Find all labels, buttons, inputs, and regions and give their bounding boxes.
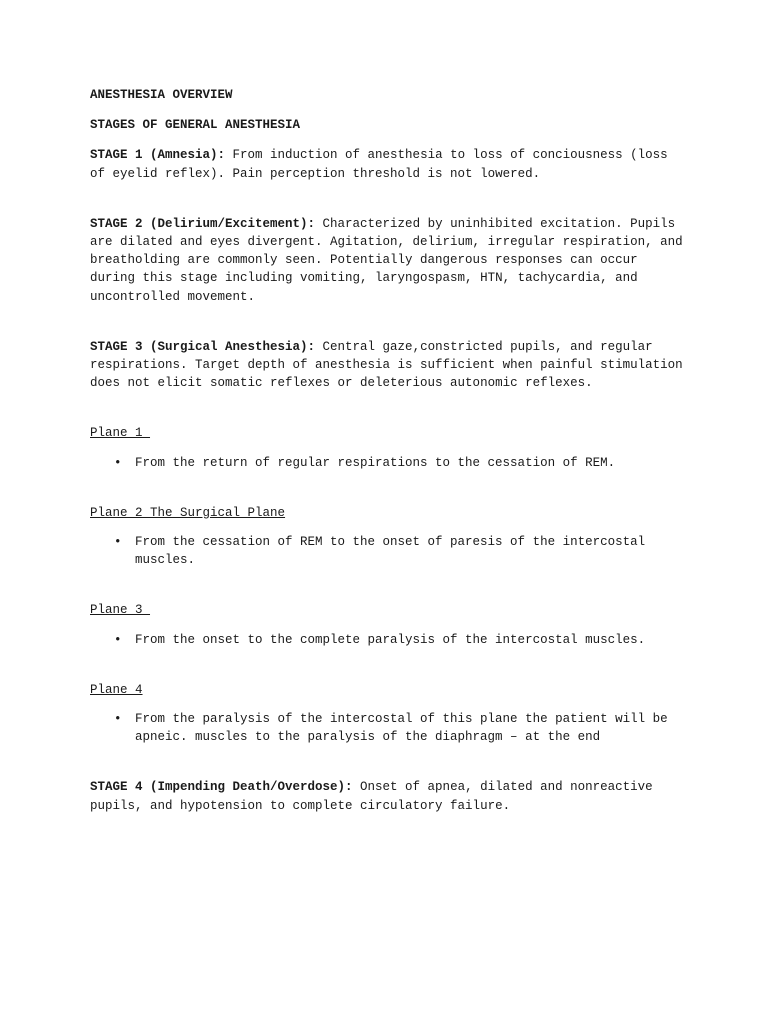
plane-4-heading: Plane 4 — [90, 682, 143, 697]
list-item — [114, 454, 670, 472]
section-title: STAGES OF GENERAL ANESTHESIA — [90, 118, 301, 133]
list-item — [114, 710, 670, 746]
list-item — [114, 533, 670, 569]
plane-2-list — [90, 533, 690, 569]
stage-4-text: Onset of apnea, dilated and nonreactive pupils, and hypotension to complete circulatory failure. — [90, 780, 653, 813]
plane-2-heading: Plane 2 The Surgical Plane — [90, 505, 286, 520]
stage-4-paragraph — [90, 778, 690, 814]
plane-4-bullet-text: From the paralysis of the intercostal of this plane the patient will be apneic. muscles to the paralysis of the diaphragm – at the end — [135, 712, 668, 745]
list-item — [114, 631, 670, 649]
bullet-icon: • — [114, 535, 122, 550]
plane-3-heading: Plane 3 — [90, 603, 151, 618]
stage-2-text: Characterized by uninhibited excitation. Pupils are dilated and eyes divergent. Agitation, delirium, irregular respiration, and breatholding are commonly seen. Potentially dangerous responses can occur during this stage including vomiting, laryngospasm, HTN, tachycardia, and uncontrolled movement. — [90, 216, 683, 304]
bullet-icon: • — [114, 455, 122, 470]
stage-1-label: STAGE 1 (Amnesia): — [90, 148, 226, 163]
stage-1-paragraph — [90, 146, 690, 182]
plane-1-bullet-text: From the return of regular respirations to the cessation of REM. — [135, 455, 616, 470]
stage-3-text: Central gaze,constricted pupils, and regular respirations. Target depth of anesthesia is sufficient when painful stimulation does not elicit somatic reflexes or deleterious autonomic reflexes. — [90, 339, 683, 391]
stage-4-label: STAGE 4 (Impending Death/Overdose): — [90, 780, 353, 795]
plane-3-list — [90, 631, 690, 649]
document-title: ANESTHESIA OVERVIEW — [90, 88, 233, 102]
bullet-icon: • — [114, 632, 122, 647]
document-page — [90, 86, 690, 815]
stage-1-text: From induction of anesthesia to loss of conciousness (loss of eyelid reflex). Pain perception threshold is not lowered. — [90, 148, 668, 181]
plane-2-bullet-text: From the cessation of REM to the onset of paresis of the intercostal muscles. — [135, 535, 646, 568]
plane-4-list — [90, 710, 690, 746]
stage-2-label: STAGE 2 (Delirium/Excitement): — [90, 216, 316, 231]
stage-3-label: STAGE 3 (Surgical Anesthesia): — [90, 339, 316, 354]
stage-2-paragraph — [90, 215, 690, 306]
plane-1-list — [90, 454, 690, 472]
plane-1-heading: Plane 1 — [90, 426, 151, 441]
bullet-icon: • — [114, 712, 122, 727]
stage-3-paragraph — [90, 338, 690, 393]
plane-3-bullet-text: From the onset to the complete paralysis of the intercostal muscles. — [135, 632, 646, 647]
